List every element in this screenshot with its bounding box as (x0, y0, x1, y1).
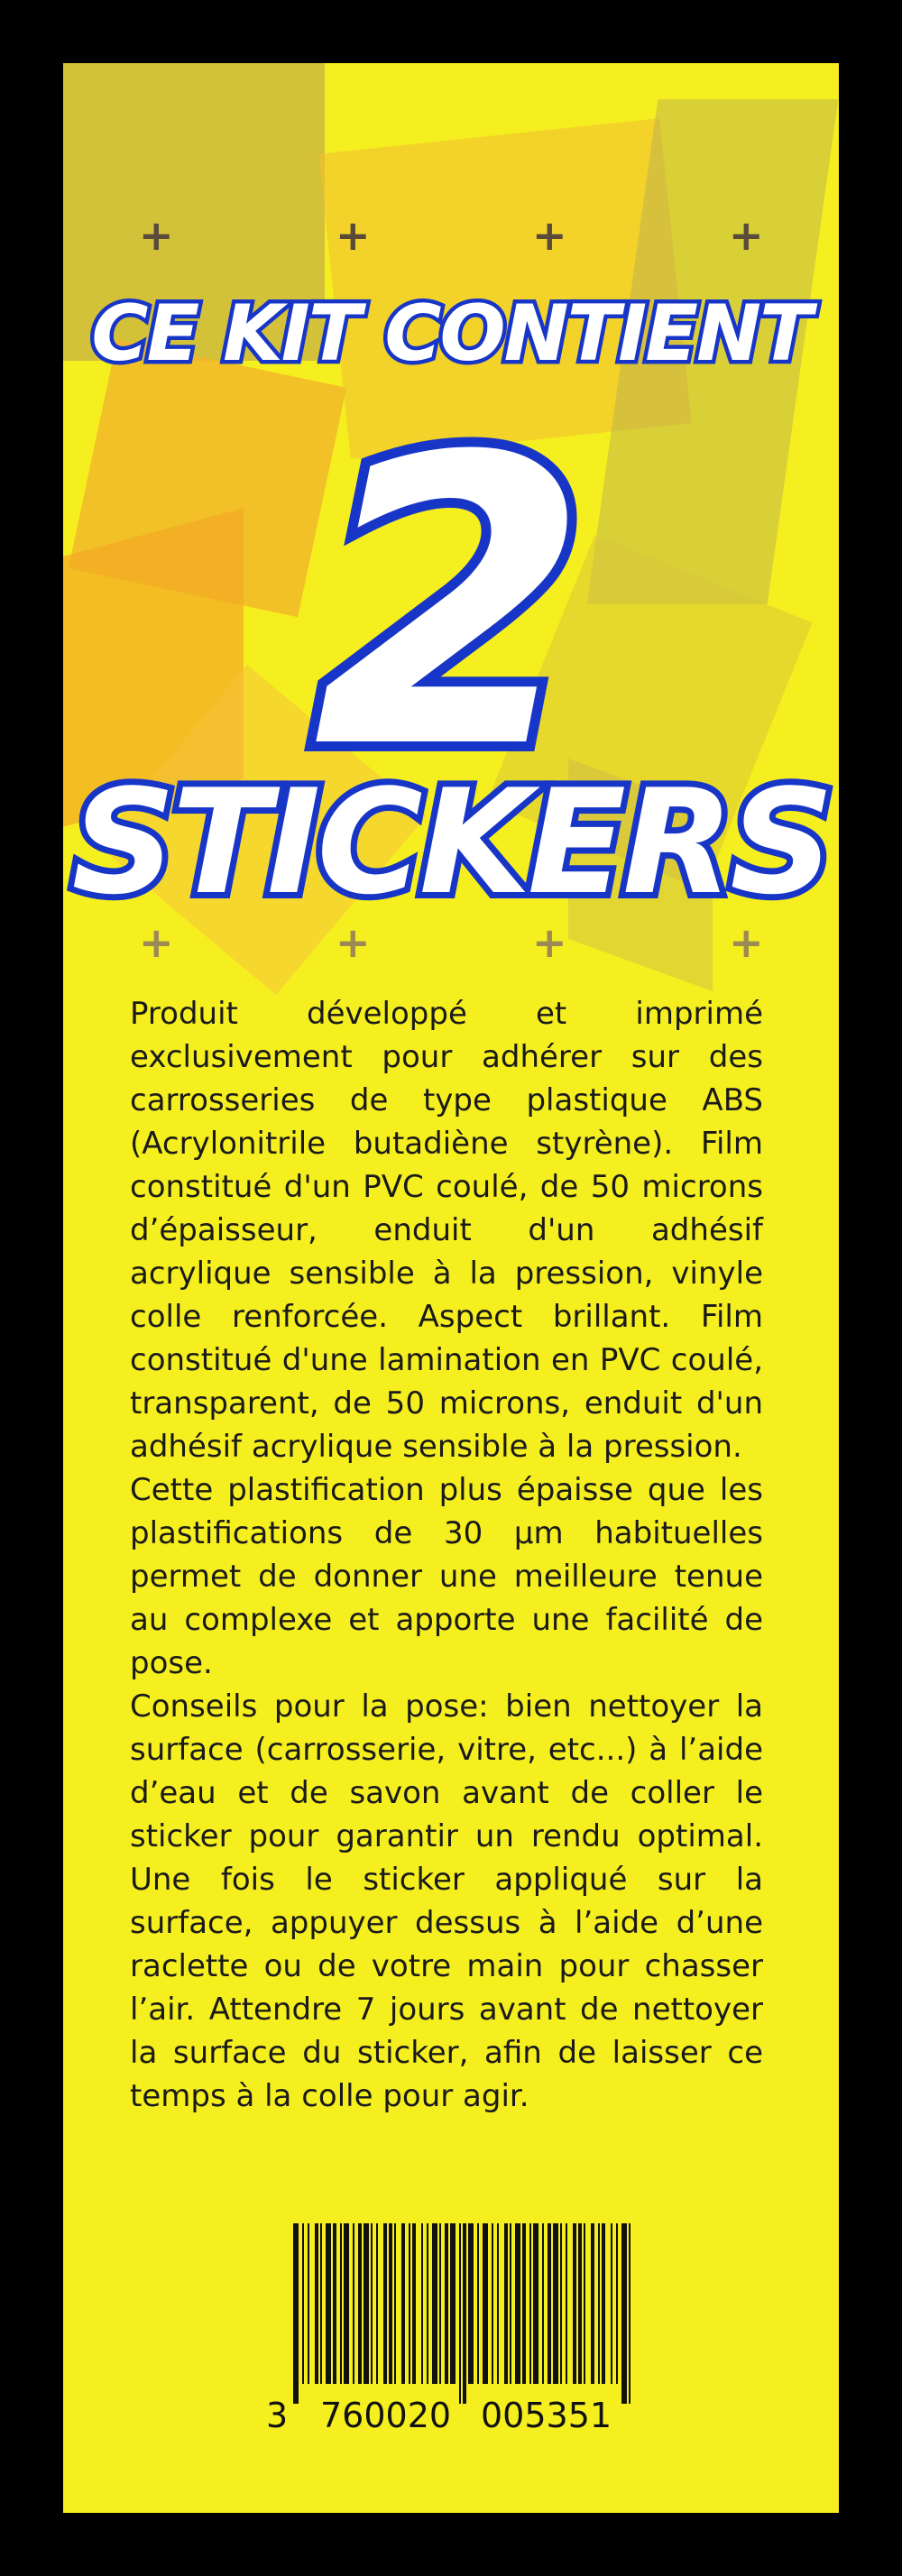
barcode-bar (548, 2223, 551, 2384)
barcode-bar (621, 2223, 627, 2404)
barcode-bar (598, 2223, 600, 2384)
barcode-bar (401, 2223, 405, 2384)
plus-icon: + (729, 918, 764, 967)
plus-icon: + (532, 211, 567, 260)
barcode-bar (353, 2223, 354, 2384)
barcode-digits-mid: 760020 (320, 2396, 452, 2435)
barcode-bar (376, 2223, 378, 2384)
plus-icon: + (139, 211, 174, 260)
headline-stickers: STICKERS (71, 758, 831, 926)
barcode-bar (542, 2223, 544, 2384)
barcode-bar (497, 2223, 499, 2384)
plus-icon: + (532, 918, 567, 967)
barcode-bar (432, 2223, 437, 2384)
barcode-bar (492, 2223, 493, 2384)
barcode-bar (566, 2223, 567, 2384)
barcode-bar (483, 2223, 488, 2384)
barcode-bar (459, 2223, 461, 2404)
barcode-bar (591, 2223, 594, 2384)
sticker-count: 2 (312, 373, 590, 835)
plus-icon: + (336, 918, 371, 967)
barcode-bar (450, 2223, 456, 2384)
barcode-bar (504, 2223, 508, 2384)
barcode-bar (602, 2223, 605, 2384)
barcode-bar (409, 2223, 410, 2384)
barcode-bar (333, 2223, 336, 2384)
barcode-bar (302, 2223, 304, 2384)
barcode-bar (578, 2223, 582, 2384)
barcode-bar (326, 2223, 331, 2384)
barcode-bar (340, 2223, 342, 2384)
barcode-bar (427, 2223, 428, 2384)
barcode-bar (308, 2223, 309, 2384)
barcode-bar (510, 2223, 511, 2384)
barcode-bar (515, 2223, 520, 2384)
barcode-bar (445, 2223, 448, 2384)
barcode-bar (344, 2223, 349, 2384)
barcode-bar (394, 2223, 396, 2384)
barcode-bar (463, 2223, 466, 2404)
barcode-bar (611, 2223, 612, 2384)
barcode-bar (315, 2223, 318, 2384)
barcode-digit-left: 3 (266, 2396, 289, 2435)
barcode-bar (468, 2223, 474, 2384)
barcode-bar (412, 2223, 416, 2384)
barcode (257, 2223, 645, 2435)
barcode-bar (533, 2223, 538, 2384)
description-paragraph: Conseils pour la pose: bien nettoyer la surface (carrosserie, vitre, etc...) à l’aide d’eau et de savon avant de coller le sticker pour garantir un rendu optimal. Une fois le sticker appliqué sur la surface, appuyer dessus à l’aide d’une raclette ou de votre main pour chasser l’air. Attendre 7 jours avant de nettoyer la surface du sticker, afin de laisser ce temps à la colle pour agir. (130, 1688, 763, 2114)
barcode-bar (320, 2223, 322, 2384)
barcode-bar (371, 2223, 373, 2384)
barcode-bar (584, 2223, 585, 2384)
barcode-bar (421, 2223, 423, 2384)
barcode-bar (439, 2223, 441, 2384)
plus-icon: + (336, 211, 371, 260)
barcode-bar (573, 2223, 576, 2384)
barcode-bar (358, 2223, 362, 2384)
plus-icon: + (729, 211, 764, 260)
plus-icon: + (139, 918, 174, 967)
barcode-bar (389, 2223, 392, 2384)
product-description (130, 992, 763, 2118)
barcode-bar (629, 2223, 630, 2404)
barcode-bar (383, 2223, 387, 2384)
barcode-bar (364, 2223, 369, 2384)
description-paragraph: Cette plastification plus épaisse que les plastifications de 30 µm habituelles permet de donner une meilleure tenue au complexe et apporte une facilité de pose. (130, 1472, 763, 1681)
barcode-bar (477, 2223, 479, 2384)
headline-kit-contains: CE KIT CONTIENT (91, 289, 811, 379)
description-paragraph: Produit développé et imprimé exclusivement pour adhérer sur des carrosseries de type plastique ABS (Acrylonitrile butadiène styrène). Film constitué d'un PVC coulé, de 50 microns d’épaisseur, enduit d'un adhésif acrylique sensible à la pression, vinyle colle renforcée. Aspect brillant. Film constitué d'une lamination en PVC coulé, transparent, de 50 microns, enduit d'un adhésif acrylique sensible à la pression. (130, 996, 763, 1465)
barcode-bar (293, 2223, 299, 2404)
barcode-bar (522, 2223, 526, 2384)
barcode-bar (616, 2223, 618, 2384)
barcode-digits-right: 005351 (481, 2396, 612, 2435)
sticker-kit-card (63, 63, 839, 2513)
barcode-bar (560, 2223, 562, 2384)
barcode-bar (529, 2223, 531, 2384)
barcode-bar (553, 2223, 558, 2384)
